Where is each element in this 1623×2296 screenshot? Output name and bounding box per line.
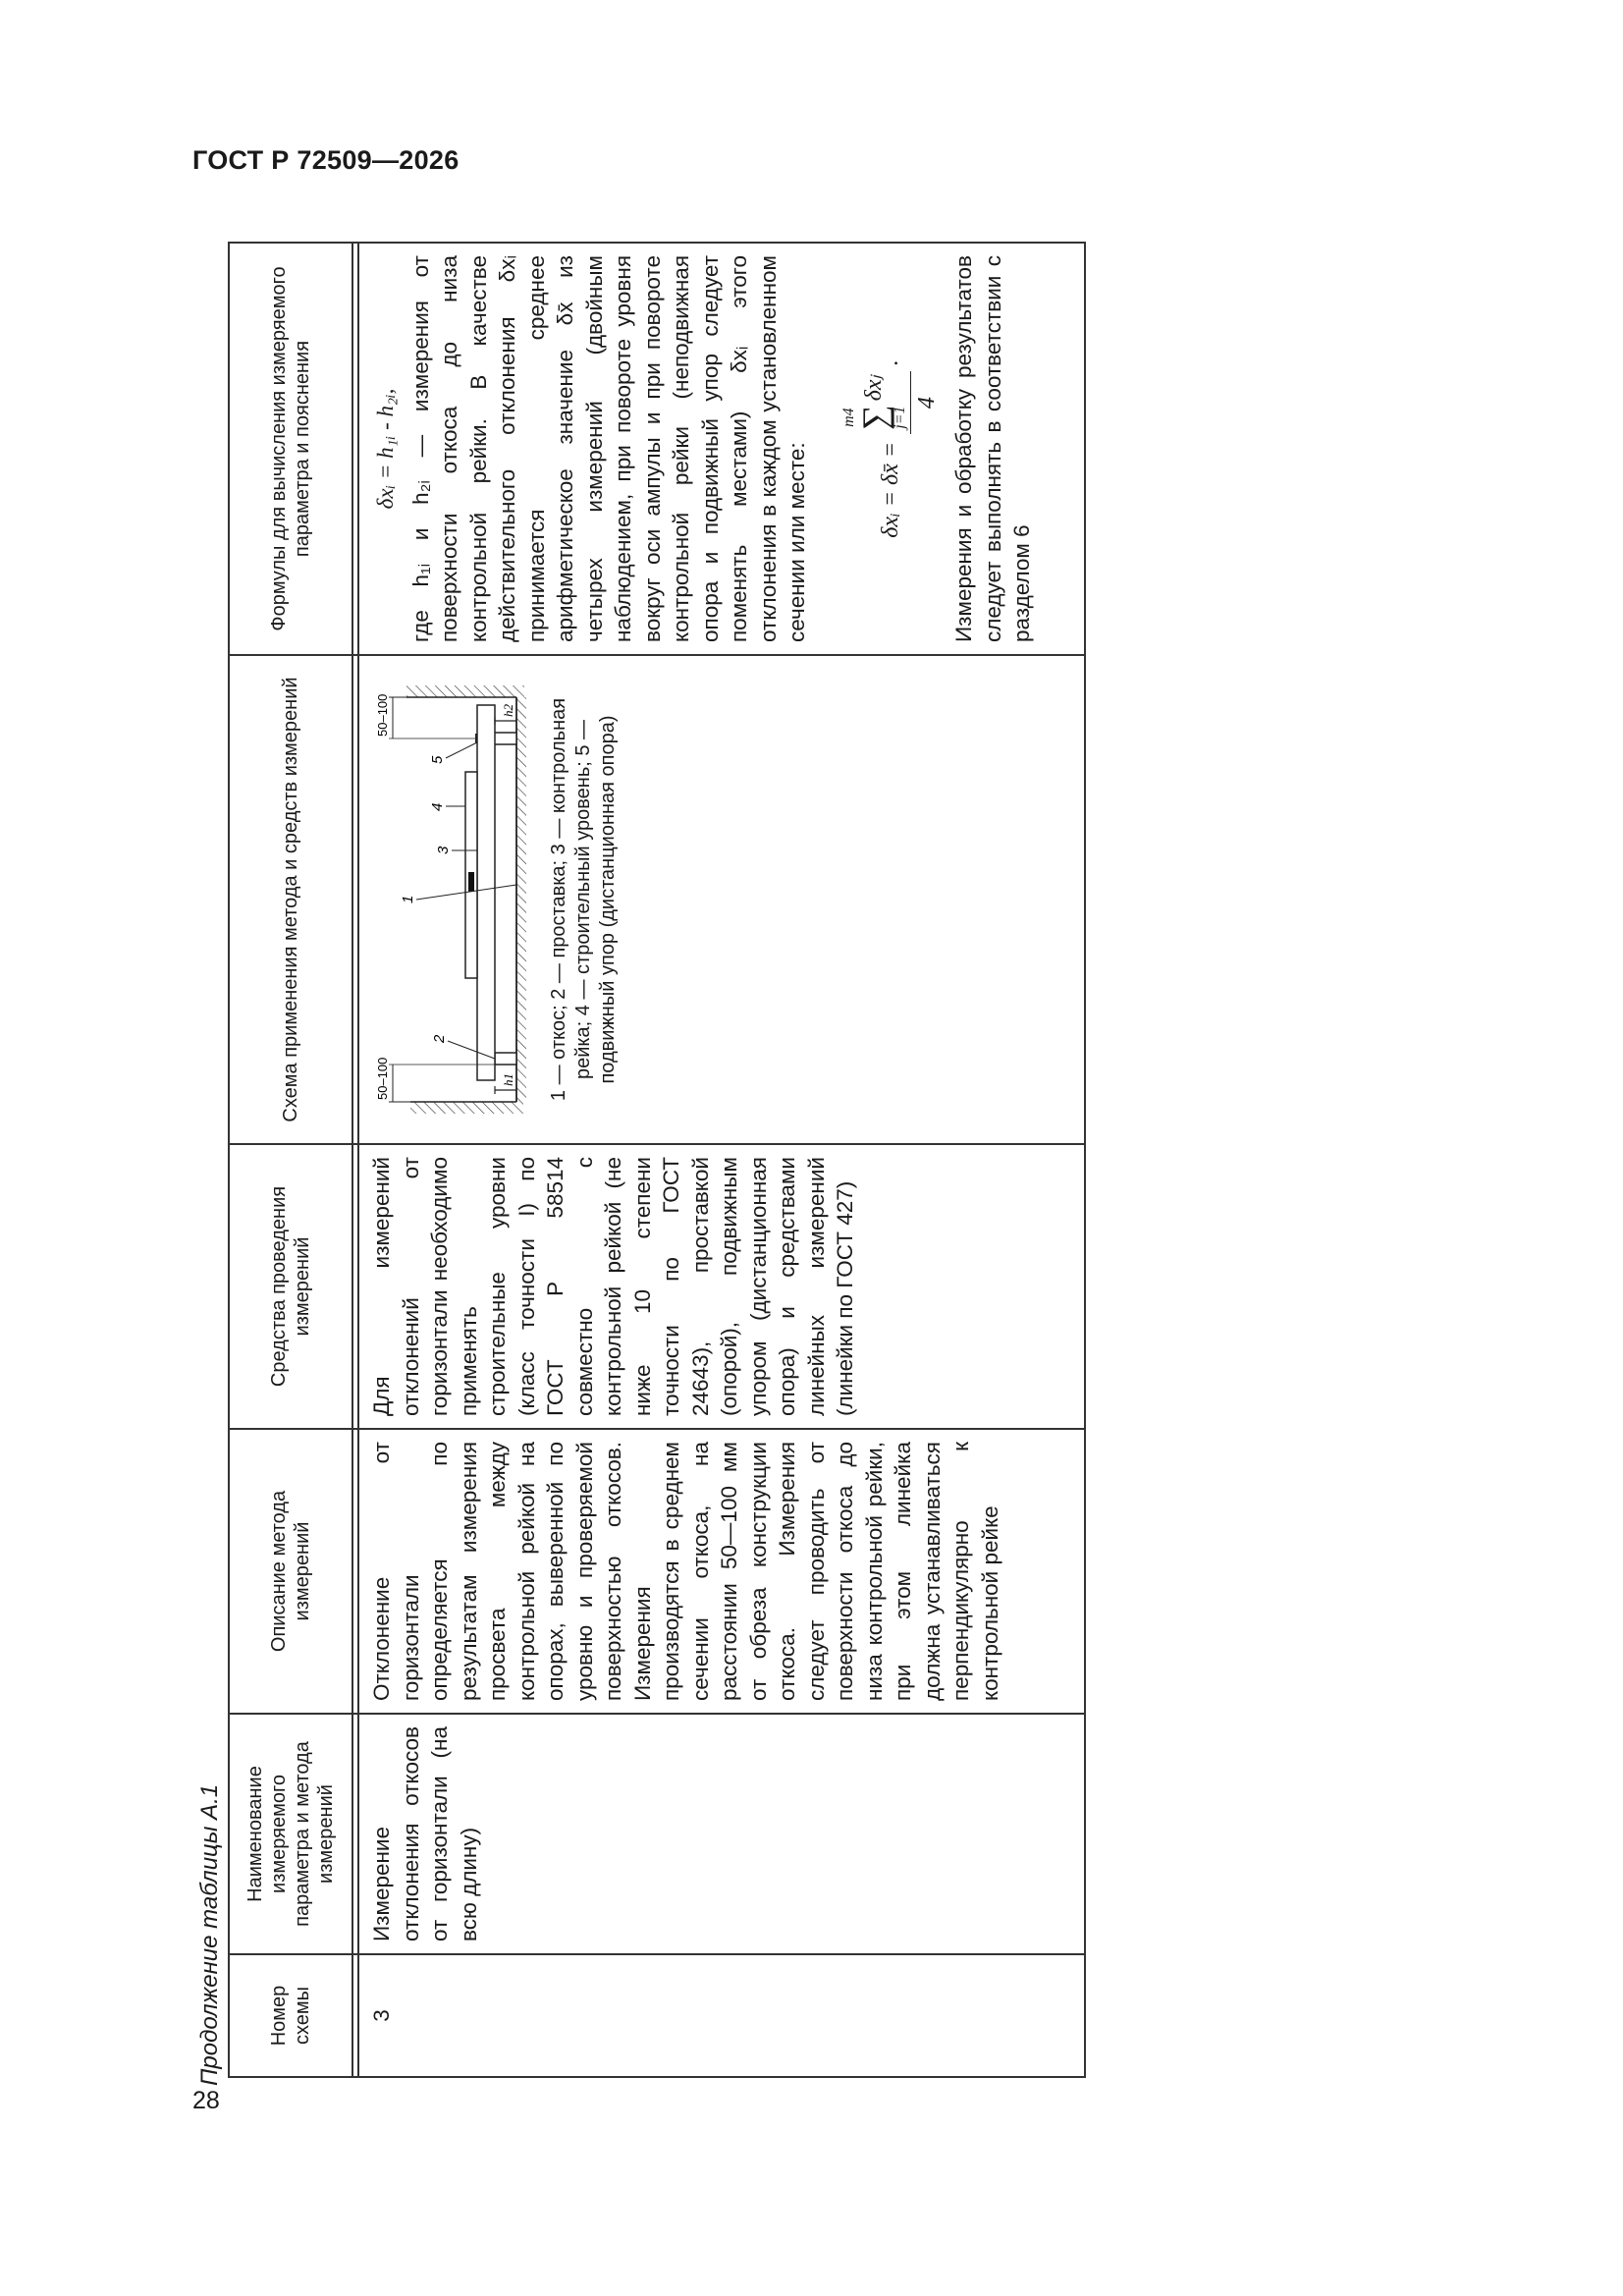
sum-expression: δxⱼ: [860, 375, 887, 402]
rotated-page-content: [196, 230, 1100, 2086]
col-header-scheme: Схема применения метода и средств измерений: [229, 655, 352, 1144]
left-wall-hatch: [410, 1102, 523, 1114]
formula-mean-left: δxᵢ = δx̄ =: [878, 441, 903, 538]
right-wall-hatch: [406, 685, 524, 697]
sum-upper-limit: m4: [839, 408, 857, 427]
dimension-left: 50–100: [375, 1057, 390, 1100]
dimension-right: 50–100: [375, 693, 390, 737]
label-h2: h2: [501, 704, 515, 717]
sum-lower-limit: j=1: [891, 406, 908, 429]
formula-explanation: где h₁ᵢ и h₂ᵢ — измерения от поверхности откоса до низа контрольной рейки. В качестве действительного отклонения δxᵢ принимается среднее арифметическое значение δx̄ из четырех измерений (двойным наблюдением, при повороте уровня вокруг оси ампулы и при повороте контрольной рейки (неподвижная опора и подвижный упор следует поменять местами) δxᵢ этого отклонения в каждом установленном сечении или месте:: [407, 255, 809, 642]
cell-formulas: [358, 243, 1085, 655]
callout-1: 1: [400, 895, 416, 903]
cell-scheme: [358, 655, 1085, 1144]
measurement-table: [228, 242, 1086, 2078]
callout-4: 4: [429, 802, 446, 811]
level-bubble: [468, 872, 474, 892]
formula-denominator: 4: [913, 397, 940, 410]
table-header-row: [229, 243, 352, 2077]
col-header-name: Наименование измеряемого параметра и метода измерений: [229, 1714, 352, 1954]
col-header-formulas: Формулы для вычисления измеряемого параметра и пояснения: [229, 243, 352, 655]
formula-mean: [841, 255, 943, 642]
formula-end: .: [878, 359, 903, 366]
table-caption: Продолжение таблицы А.1: [196, 1783, 223, 2086]
callout-2: 2: [431, 1034, 448, 1043]
page-number: 28: [192, 2087, 220, 2114]
callout-5: 5: [429, 755, 446, 764]
movable-stop: [493, 733, 516, 744]
spacer: [495, 1053, 516, 1065]
sum-icon: ∑: [854, 405, 894, 430]
scheme-diagram: [369, 674, 541, 1125]
control-rail: [477, 705, 495, 1080]
cell-description: Отклонение от горизонтали определяется по результатам измерения просвета между контрольной рейкой на опорах, выверенной по уровню и проверяемой поверхностью откосов. Измерения производятся в среднем сечении откоса, на расстоянии 50—100 мм от обреза конструкции откоса. Измерения следует проводить от поверхности откоса до низа контрольной рейки, при этом линейка должна устанавливаться перпендикулярно к контрольной рейке: [358, 1429, 1085, 1714]
formula-note: Измерения и обработку результатов следует выполнять в соответствии с разделом 6: [951, 255, 1034, 642]
label-h1: h1: [501, 1073, 515, 1086]
formula-deviation: δxᵢ = h₁ᵢ - h₂ᵢ,: [373, 388, 398, 510]
table-row: [358, 243, 1085, 2077]
cell-number: 3: [358, 1954, 1085, 2077]
callout-3: 3: [435, 846, 452, 854]
scheme-legend: 1 — откос; 2 — проставка; 3 — контрольная рейка; 4 — строительный уровень; 5 — подвижный упор (дистанционная опора): [548, 697, 619, 1102]
col-header-description: Описание метода измерений: [229, 1429, 352, 1714]
slope-hatch: [516, 697, 526, 1102]
cell-instruments: Для измерений отклонений от горизонтали необходимо применять строительные уровни (класс точности I) по ГОСТ Р 58514 совместно с контрольной рейкой (не ниже 10 степени точности по ГОСТ 24643), проставкой (опорой), подвижным упором (дистанционная опора) и средствами линейных измерений (линейки по ГОСТ 427): [358, 1144, 1085, 1429]
cell-name: Измерение отклонения откосов от горизонтали (на всю длину): [358, 1714, 1085, 1954]
col-header-instruments: Средства проведения измерений: [229, 1144, 352, 1429]
col-header-number: Номер схемы: [229, 1954, 352, 2077]
document-header: ГОСТ Р 72509—2026: [192, 145, 460, 175]
